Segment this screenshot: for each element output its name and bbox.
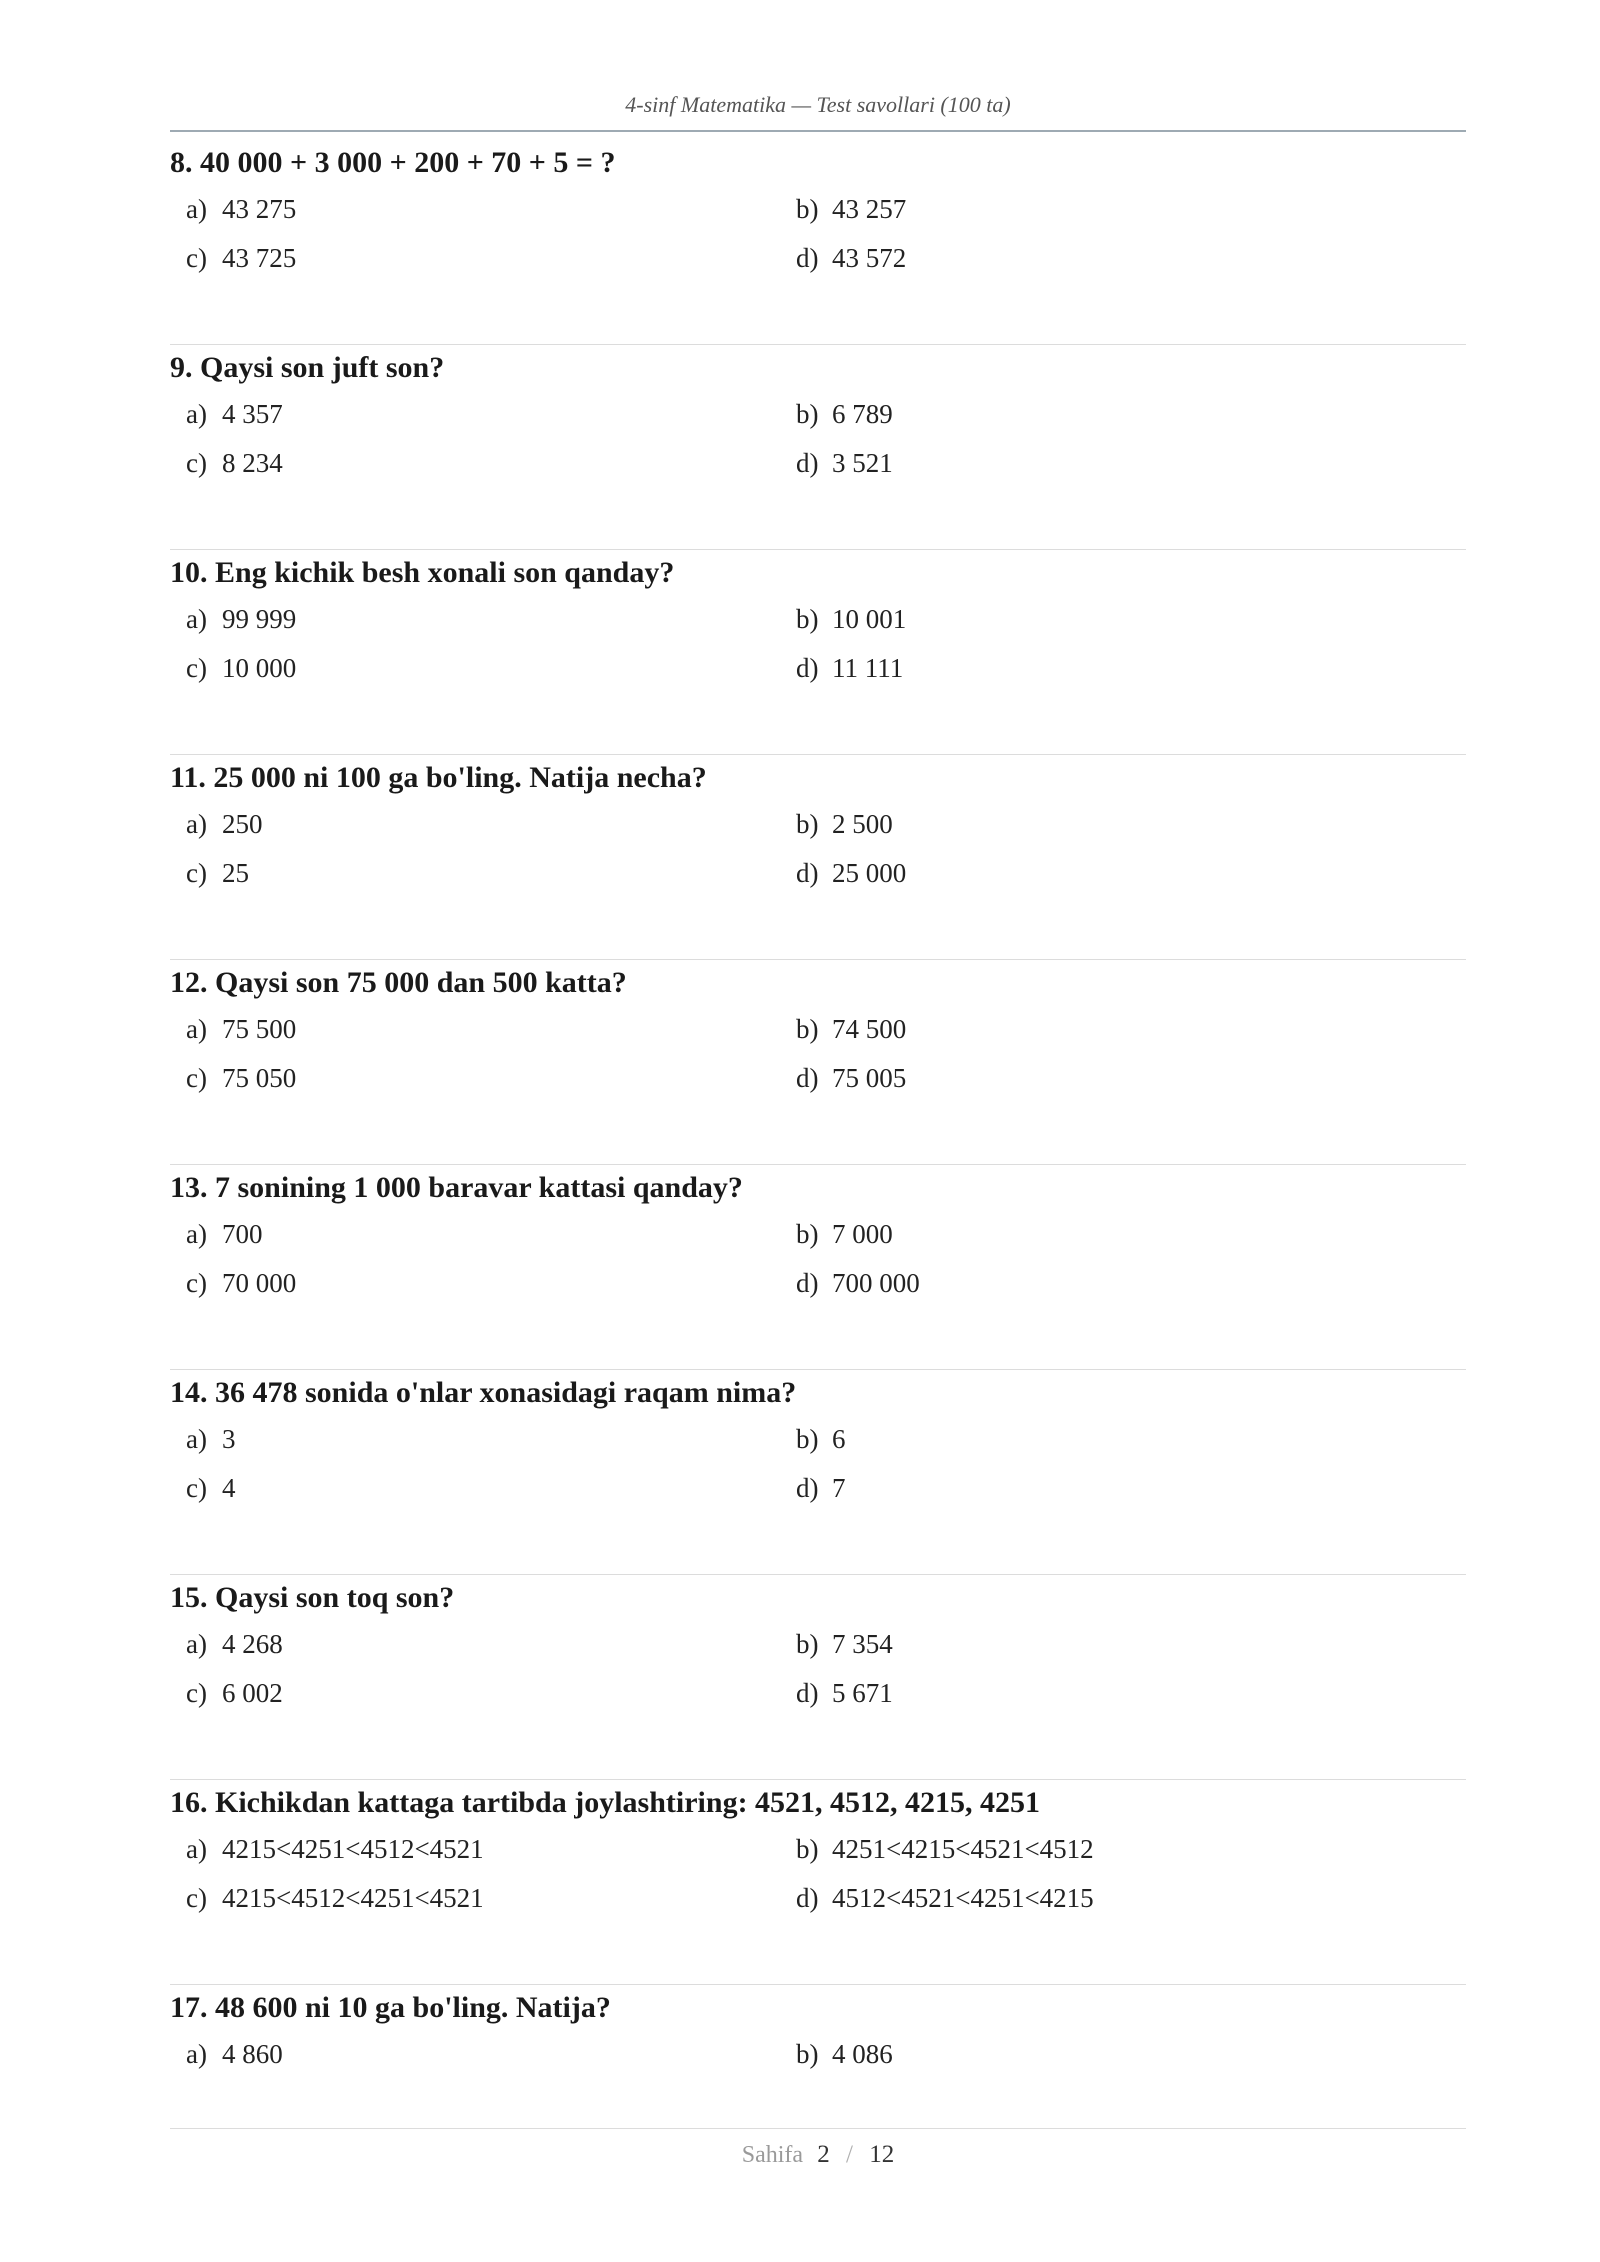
answer-option [186, 1268, 296, 1299]
option-text: 2 500 [832, 809, 893, 839]
option-text: 3 521 [832, 448, 893, 478]
option-text: 7 000 [832, 1219, 893, 1249]
answer-option [186, 604, 296, 635]
answer-option [796, 1219, 893, 1250]
option-text: 4251<4215<4521<4512 [832, 1834, 1094, 1864]
option-text: 250 [222, 809, 263, 839]
option-text: 7 [832, 1473, 846, 1503]
answer-option [796, 653, 903, 684]
option-letter: a) [186, 2039, 207, 2069]
option-letter: d) [796, 858, 819, 888]
option-letter: a) [186, 1834, 207, 1864]
current-page-number: 2 [817, 2141, 830, 2168]
answer-option [186, 809, 263, 840]
option-letter: d) [796, 653, 819, 683]
answer-option [186, 1473, 236, 1504]
answer-option [186, 448, 283, 479]
total-pages-number: 12 [869, 2141, 895, 2168]
option-letter: c) [186, 1268, 207, 1298]
option-letter: d) [796, 1063, 819, 1093]
option-letter: c) [186, 243, 207, 273]
question-block [170, 140, 1466, 345]
option-letter: b) [796, 1424, 819, 1454]
page-label: Sahifa [741, 2142, 804, 2168]
option-text: 700 [222, 1219, 263, 1249]
answer-option [796, 1473, 846, 1504]
question-block [170, 1780, 1466, 1985]
answer-option [796, 1268, 920, 1299]
option-text: 75 500 [222, 1014, 297, 1044]
option-text: 700 000 [832, 1268, 920, 1298]
option-letter: a) [186, 604, 207, 634]
answer-option [796, 1834, 1094, 1865]
answer-option [186, 399, 283, 430]
document-page [170, 0, 1466, 2262]
answer-option [796, 1424, 846, 1455]
question-title: 14. 36 478 sonida o'nlar xonasidagi raqam nima? [170, 1376, 797, 1409]
option-text: 5 671 [832, 1678, 893, 1708]
question-title: 16. Kichikdan kattaga tartibda joylashtiring: 4521, 4512, 4215, 4251 [170, 1786, 1041, 1819]
answer-option [796, 194, 906, 225]
answer-option [796, 399, 893, 430]
option-text: 74 500 [832, 1014, 907, 1044]
answer-option [186, 243, 296, 274]
option-text: 43 725 [222, 243, 297, 273]
option-text: 4 268 [222, 1629, 283, 1659]
option-letter: c) [186, 1678, 207, 1708]
option-text: 70 000 [222, 1268, 297, 1298]
answer-option [796, 1063, 906, 1094]
option-letter: d) [796, 1883, 819, 1913]
answer-option [796, 1014, 906, 1045]
answer-option [796, 448, 893, 479]
option-text: 4 860 [222, 2039, 283, 2069]
question-title: 10. Eng kichik besh xonali son qanday? [170, 556, 675, 589]
answer-option [796, 1883, 1094, 1914]
option-text: 4 [222, 1473, 236, 1503]
answer-option [186, 653, 296, 684]
option-letter: d) [796, 448, 819, 478]
question-block [170, 345, 1466, 550]
option-text: 8 234 [222, 448, 283, 478]
option-letter: a) [186, 1014, 207, 1044]
option-text: 4 086 [832, 2039, 893, 2069]
answer-option [186, 858, 249, 889]
option-text: 25 000 [832, 858, 907, 888]
option-text: 6 002 [222, 1678, 283, 1708]
option-letter: c) [186, 653, 207, 683]
answer-option [186, 194, 296, 225]
question-title: 13. 7 sonining 1 000 baravar kattasi qanday? [170, 1171, 743, 1204]
option-text: 4215<4512<4251<4521 [222, 1883, 484, 1913]
answer-option [796, 1678, 893, 1709]
answer-option [796, 604, 906, 635]
question-title: 11. 25 000 ni 100 ga bo'ling. Natija necha? [170, 761, 707, 794]
option-text: 75 005 [832, 1063, 907, 1093]
question-title: 17. 48 600 ni 10 ga bo'ling. Natija? [170, 1991, 611, 2024]
option-letter: a) [186, 1629, 207, 1659]
answer-option [186, 1063, 296, 1094]
option-letter: b) [796, 1834, 819, 1864]
option-text: 43 572 [832, 243, 907, 273]
option-letter: a) [186, 809, 207, 839]
option-letter: b) [796, 194, 819, 224]
question-title: 8. 40 000 + 3 000 + 200 + 70 + 5 = ? [170, 146, 616, 179]
option-text: 6 [832, 1424, 846, 1454]
question-list [170, 140, 1466, 2190]
answer-option [186, 1678, 283, 1709]
option-text: 4 357 [222, 399, 283, 429]
option-text: 43 275 [222, 194, 297, 224]
option-letter: b) [796, 604, 819, 634]
option-letter: a) [186, 1424, 207, 1454]
option-letter: c) [186, 1883, 207, 1913]
footer-divider [170, 2128, 1466, 2129]
answer-option [186, 1219, 263, 1250]
answer-option [796, 1629, 893, 1660]
option-letter: d) [796, 1678, 819, 1708]
answer-option [186, 1424, 236, 1455]
option-text: 10 001 [832, 604, 907, 634]
option-text: 7 354 [832, 1629, 893, 1659]
option-letter: c) [186, 1473, 207, 1503]
option-letter: a) [186, 1219, 207, 1249]
page-footer [170, 2141, 1466, 2169]
question-block [170, 1165, 1466, 1370]
answer-option [186, 1629, 283, 1660]
option-text: 10 000 [222, 653, 297, 683]
page-header: 4-sinf Matematika — Test savollari (100 ta) [625, 92, 1011, 117]
answer-option [796, 809, 893, 840]
option-letter: d) [796, 1268, 819, 1298]
question-block [170, 1370, 1466, 1575]
option-text: 99 999 [222, 604, 297, 634]
option-letter: d) [796, 1473, 819, 1503]
option-text: 25 [222, 858, 249, 888]
answer-option [186, 1014, 296, 1045]
question-block [170, 755, 1466, 960]
option-letter: c) [186, 858, 207, 888]
option-letter: c) [186, 448, 207, 478]
question-block [170, 1575, 1466, 1780]
answer-option [796, 243, 906, 274]
option-letter: b) [796, 2039, 819, 2069]
answer-option [186, 1883, 484, 1914]
option-text: 75 050 [222, 1063, 297, 1093]
option-text: 11 111 [832, 653, 904, 683]
option-text: 6 789 [832, 399, 893, 429]
question-title: 15. Qaysi son toq son? [170, 1581, 455, 1614]
option-letter: b) [796, 1219, 819, 1249]
option-letter: b) [796, 1629, 819, 1659]
question-title: 9. Qaysi son juft son? [170, 351, 445, 384]
answer-option [796, 2039, 893, 2070]
question-block [170, 960, 1466, 1165]
question-block [170, 550, 1466, 755]
option-letter: c) [186, 1063, 207, 1093]
option-text: 43 257 [832, 194, 907, 224]
option-text: 3 [222, 1424, 236, 1454]
question-title: 12. Qaysi son 75 000 dan 500 katta? [170, 966, 627, 999]
option-letter: b) [796, 809, 819, 839]
option-letter: b) [796, 399, 819, 429]
page-separator: / [846, 2141, 853, 2168]
answer-option [796, 858, 906, 889]
answer-option [186, 1834, 484, 1865]
option-text: 4512<4521<4251<4215 [832, 1883, 1094, 1913]
option-letter: d) [796, 243, 819, 273]
option-text: 4215<4251<4512<4521 [222, 1834, 484, 1864]
option-letter: a) [186, 194, 207, 224]
answer-option [186, 2039, 283, 2070]
option-letter: b) [796, 1014, 819, 1044]
option-letter: a) [186, 399, 207, 429]
header-divider [170, 130, 1466, 132]
